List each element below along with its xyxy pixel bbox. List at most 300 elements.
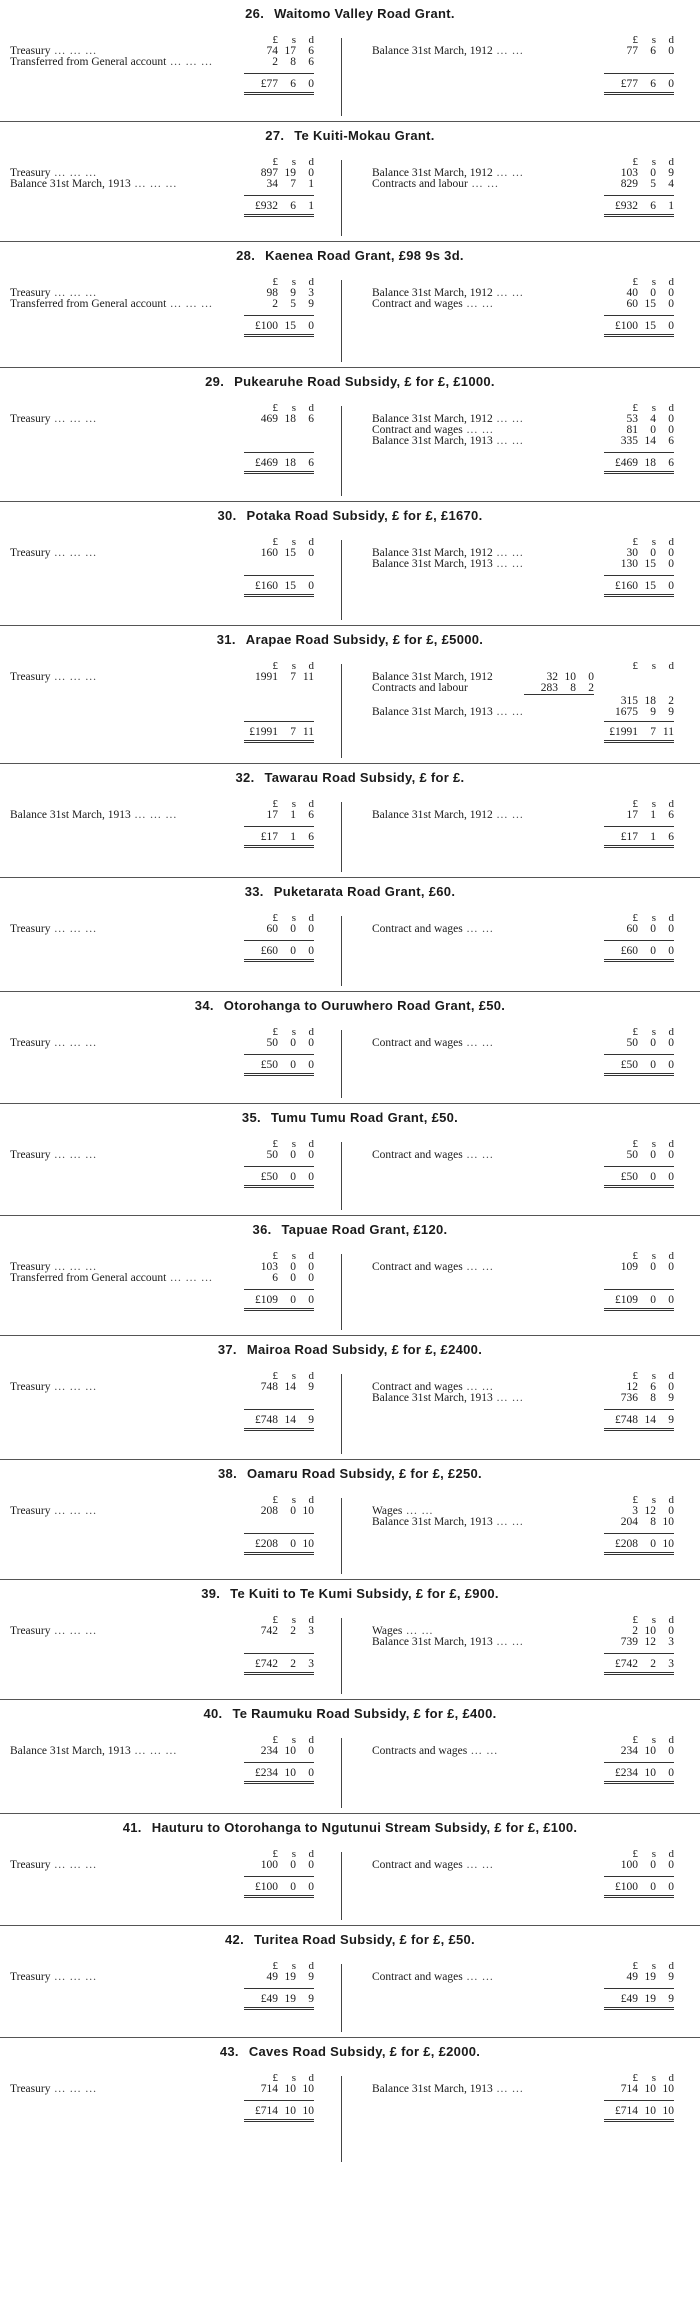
- currency-header-p: £: [272, 1138, 278, 1150]
- debit-entry: [10, 178, 177, 191]
- pounds: £50: [620, 1059, 638, 1071]
- shillings: 14: [644, 435, 656, 447]
- leader-dots: ... ...: [462, 1037, 494, 1049]
- amount: [244, 1381, 314, 1394]
- debit-entry: [10, 809, 177, 822]
- pence: 0: [308, 1171, 314, 1183]
- entry-label: Treasury: [10, 1381, 51, 1393]
- pence: 0: [668, 298, 674, 310]
- pence: 11: [302, 671, 314, 683]
- pence: 0: [668, 1294, 674, 1306]
- pounds: 50: [626, 1149, 638, 1161]
- amount: [604, 1516, 674, 1529]
- entry-label: Contract and wages: [372, 1149, 463, 1161]
- pounds: £932: [255, 200, 278, 212]
- total-rule: [604, 826, 674, 827]
- grant-section: [0, 1926, 700, 2038]
- pence: 0: [668, 78, 674, 90]
- grant-number: 39.: [201, 1586, 221, 1601]
- entry-label: Treasury: [10, 1505, 51, 1517]
- entry-label: Treasury: [10, 413, 51, 425]
- pence: 11: [662, 726, 674, 738]
- pounds: £100: [615, 1881, 638, 1893]
- shillings: 19: [284, 1993, 296, 2005]
- pence: 0: [668, 1767, 674, 1779]
- amount: [244, 178, 314, 191]
- column-divider: [341, 280, 342, 362]
- amount: [604, 1881, 674, 1894]
- pence: 2: [588, 682, 594, 694]
- shillings: 0: [290, 1881, 296, 1893]
- pounds: 204: [620, 1516, 638, 1528]
- total-double-rule: [604, 2007, 674, 2010]
- pounds: £50: [260, 1059, 278, 1071]
- leader-dots: ... ... ...: [50, 1149, 97, 1161]
- currency-header-s: s: [291, 1494, 296, 1506]
- leader-dots: ... ...: [462, 923, 494, 935]
- grant-title: [0, 998, 700, 1013]
- entry-label: Balance 31st March, 1913: [372, 558, 493, 570]
- credit-entry: [372, 1971, 494, 1984]
- currency-header-d: d: [308, 402, 314, 414]
- debit-entry: [10, 671, 97, 684]
- currency-header-p: £: [632, 1848, 638, 1860]
- leader-dots: ... ... ...: [130, 1745, 178, 1757]
- pence: 0: [308, 923, 314, 935]
- subtotal-rule: [524, 694, 594, 695]
- grant-title-text: Pukearuhe Road Subsidy, £ for £, £1000.: [234, 374, 495, 389]
- grant-number: 32.: [235, 770, 255, 785]
- entry-label: Contracts and wages: [372, 1745, 468, 1757]
- pounds: 50: [266, 1037, 278, 1049]
- currency-header-s: s: [291, 1734, 296, 1746]
- shillings: 10: [284, 1745, 296, 1757]
- total-double-rule: [244, 1552, 314, 1555]
- currency-header-s: s: [291, 2072, 296, 2084]
- shillings: 8: [290, 56, 296, 68]
- currency-header-d: d: [308, 34, 314, 46]
- grant-title-text: Tapuae Road Grant, £120.: [281, 1222, 448, 1237]
- pence: 0: [668, 547, 674, 559]
- shillings: 8: [650, 1392, 656, 1404]
- amount: [604, 1171, 674, 1184]
- shillings: 0: [290, 1171, 296, 1183]
- pence: 0: [308, 167, 314, 179]
- currency-header-s: s: [291, 402, 296, 414]
- amount: [244, 200, 314, 213]
- amount: [244, 298, 314, 311]
- entry-label: Transferred from General account: [10, 1272, 167, 1284]
- pence: 0: [668, 1059, 674, 1071]
- entry-label: Treasury: [10, 1037, 51, 1049]
- currency-header-p: £: [632, 2072, 638, 2084]
- amount: [244, 1059, 314, 1072]
- grant-title: [0, 128, 700, 143]
- pounds: £469: [255, 457, 278, 469]
- leader-dots: ... ...: [462, 1149, 494, 1161]
- pounds: 2: [632, 1625, 638, 1637]
- pence: 9: [668, 1993, 674, 2005]
- pence: 0: [308, 1767, 314, 1779]
- currency-header-p: £: [632, 798, 638, 810]
- pounds: £49: [260, 1993, 278, 2005]
- entry-label: Contract and wages: [372, 1037, 463, 1049]
- pence: 9: [308, 1381, 314, 1393]
- pence: 2: [668, 695, 674, 707]
- leader-dots: ... ... ...: [130, 809, 178, 821]
- currency-header-p: £: [272, 276, 278, 288]
- shillings: 1: [290, 831, 296, 843]
- pounds: £748: [255, 1414, 278, 1426]
- grant-title: [0, 508, 700, 523]
- total-rule: [244, 1166, 314, 1167]
- amount: [244, 726, 314, 739]
- pounds: 100: [620, 1859, 638, 1871]
- pounds: £60: [620, 945, 638, 957]
- pence: 0: [668, 1171, 674, 1183]
- currency-header-p: £: [632, 536, 638, 548]
- entry-label: Balance 31st March, 1913: [372, 435, 493, 447]
- pounds: 50: [626, 1037, 638, 1049]
- pounds: £60: [260, 945, 278, 957]
- total-rule: [604, 1988, 674, 1989]
- currency-header-p: £: [632, 276, 638, 288]
- amount: [244, 923, 314, 936]
- entry-label: Contract and wages: [372, 1859, 463, 1871]
- shillings: 2: [650, 1658, 656, 1670]
- shillings: 0: [290, 1538, 296, 1550]
- currency-header-d: d: [668, 402, 674, 414]
- entry-label: Treasury: [10, 1971, 51, 1983]
- debit-entry: [10, 1505, 97, 1518]
- shillings: 0: [290, 1149, 296, 1161]
- total-double-rule: [244, 1073, 314, 1076]
- amount: [244, 1171, 314, 1184]
- pence: 6: [668, 435, 674, 447]
- shillings: 10: [644, 1625, 656, 1637]
- currency-header-p: £: [632, 1250, 638, 1262]
- entry-label: Balance 31st March, 1913: [372, 1636, 493, 1648]
- shillings: 15: [284, 320, 296, 332]
- debit-entry: [10, 923, 97, 936]
- entry-label: Balance 31st March, 1913: [10, 178, 131, 190]
- shillings: 1: [290, 809, 296, 821]
- shillings: 12: [644, 1636, 656, 1648]
- entry-label: Treasury: [10, 1149, 51, 1161]
- entry-label: Treasury: [10, 1625, 51, 1637]
- pence: 10: [302, 1538, 314, 1550]
- entry-label: Wages: [372, 1625, 403, 1637]
- entry-label: Treasury: [10, 1859, 51, 1871]
- shillings: 0: [290, 1037, 296, 1049]
- amount: [604, 945, 674, 958]
- currency-header-p: £: [272, 2072, 278, 2084]
- leader-dots: ... ...: [462, 1971, 494, 1983]
- entry-label: Treasury: [10, 1261, 51, 1273]
- pounds: £1991: [249, 726, 278, 738]
- leader-dots: ... ... ...: [166, 1272, 213, 1284]
- shillings: 6: [650, 78, 656, 90]
- pence: 0: [668, 945, 674, 957]
- pence: 0: [668, 424, 674, 436]
- pence: 9: [668, 1392, 674, 1404]
- grant-title: [0, 884, 700, 899]
- total-rule: [604, 195, 674, 196]
- leader-dots: ... ...: [492, 558, 524, 570]
- pence: 10: [302, 2083, 314, 2095]
- shillings: 9: [650, 706, 656, 718]
- pounds: £932: [615, 200, 638, 212]
- shillings: 10: [284, 2083, 296, 2095]
- total-rule: [244, 1054, 314, 1055]
- shillings: 0: [650, 1037, 656, 1049]
- pounds: £748: [615, 1414, 638, 1426]
- shillings: 0: [290, 1261, 296, 1273]
- pounds: 714: [620, 2083, 638, 2095]
- entry-label: Treasury: [10, 923, 51, 935]
- pounds: £742: [615, 1658, 638, 1670]
- shillings: 0: [650, 945, 656, 957]
- total-double-rule: [244, 1308, 314, 1311]
- amount: [604, 1636, 674, 1649]
- currency-header-d: d: [668, 912, 674, 924]
- shillings: 9: [290, 287, 296, 299]
- pence: 0: [668, 1149, 674, 1161]
- grant-title: [0, 6, 700, 21]
- leader-dots: ... ... ...: [50, 1261, 97, 1273]
- pence: 0: [668, 45, 674, 57]
- pence: 0: [308, 78, 314, 90]
- currency-header-d: d: [668, 1370, 674, 1382]
- total-double-rule: [604, 92, 674, 95]
- total-double-rule: [244, 594, 314, 597]
- amount: [244, 547, 314, 560]
- pounds: 130: [620, 558, 638, 570]
- grant-section: [0, 122, 700, 242]
- total-rule: [604, 1289, 674, 1290]
- amount: [604, 706, 674, 719]
- total-rule: [244, 575, 314, 576]
- pounds: £160: [255, 580, 278, 592]
- pounds: £714: [255, 2105, 278, 2117]
- shillings: 0: [650, 1538, 656, 1550]
- column-divider: [341, 1254, 342, 1330]
- amount: [244, 671, 314, 684]
- debit-entry: [10, 1381, 97, 1394]
- entry-label: Balance 31st March, 1912: [372, 45, 493, 57]
- shillings: 15: [644, 298, 656, 310]
- leader-dots: ... ... ...: [50, 45, 97, 57]
- pounds: 739: [620, 1636, 638, 1648]
- grant-section: [0, 1580, 700, 1700]
- grant-title-text: Arapae Road Subsidy, £ for £, £5000.: [245, 632, 484, 647]
- total-rule: [604, 721, 674, 722]
- credit-entry: [372, 1745, 498, 1758]
- shillings: 18: [644, 457, 656, 469]
- total-rule: [604, 73, 674, 74]
- shillings: 18: [284, 413, 296, 425]
- grant-number: 37.: [217, 1342, 237, 1357]
- pence: 10: [302, 1505, 314, 1517]
- total-double-rule: [604, 594, 674, 597]
- total-rule: [244, 1533, 314, 1534]
- pounds: £234: [255, 1767, 278, 1779]
- currency-header-p: £: [272, 1614, 278, 1626]
- currency-header-p: £: [272, 1734, 278, 1746]
- shillings: 15: [644, 580, 656, 592]
- amount: [604, 1658, 674, 1671]
- grant-title-text: Otorohanga to Ouruwhero Road Grant, £50.: [223, 998, 506, 1013]
- currency-header-s: s: [291, 536, 296, 548]
- amount: [244, 1272, 314, 1285]
- amount: [244, 1625, 314, 1638]
- grant-title: [0, 632, 700, 647]
- leader-dots: ... ...: [492, 2083, 524, 2095]
- grant-section: [0, 1216, 700, 1336]
- pence: 0: [668, 923, 674, 935]
- amount: [244, 1294, 314, 1307]
- entry-label: Contract and wages: [372, 1971, 463, 1983]
- currency-header-d: d: [308, 798, 314, 810]
- entry-label: Balance 31st March, 1912: [372, 671, 493, 683]
- grant-title-text: Turitea Road Subsidy, £ for £, £50.: [254, 1932, 475, 1947]
- pounds: £17: [620, 831, 638, 843]
- grant-number: 35.: [241, 1110, 261, 1125]
- currency-header-d: d: [308, 536, 314, 548]
- pence: 0: [308, 580, 314, 592]
- currency-header-s: s: [291, 660, 296, 672]
- debit-entry: [10, 1625, 97, 1638]
- amount: [604, 2105, 674, 2118]
- shillings: 1: [650, 809, 656, 821]
- leader-dots: ... ... ...: [130, 178, 178, 190]
- pounds: £109: [615, 1294, 638, 1306]
- amount: [604, 558, 674, 571]
- credit-entry: [372, 45, 524, 58]
- currency-header-p: £: [632, 402, 638, 414]
- amount: [244, 1859, 314, 1872]
- shillings: 10: [644, 1745, 656, 1757]
- total-rule: [244, 1762, 314, 1763]
- amount: [604, 923, 674, 936]
- credit-entry: [372, 923, 494, 936]
- amount: [244, 2105, 314, 2118]
- shillings: 10: [644, 1767, 656, 1779]
- leader-dots: ... ... ...: [166, 56, 213, 68]
- pence: 6: [668, 457, 674, 469]
- currency-header-s: s: [651, 536, 656, 548]
- pence: 10: [662, 1538, 674, 1550]
- leader-dots: ... ... ...: [50, 1625, 97, 1637]
- currency-header-p: £: [272, 798, 278, 810]
- pence: 0: [308, 1294, 314, 1306]
- pounds: 6: [272, 1272, 278, 1284]
- amount: [604, 45, 674, 58]
- amount: [604, 200, 674, 213]
- currency-header-d: d: [308, 1734, 314, 1746]
- column-divider: [341, 2076, 342, 2162]
- debit-entry: [10, 547, 97, 560]
- shillings: 5: [290, 298, 296, 310]
- total-rule: [604, 1166, 674, 1167]
- pence: 0: [668, 1381, 674, 1393]
- currency-header-d: d: [668, 536, 674, 548]
- pence: 9: [668, 706, 674, 718]
- pence: 6: [308, 45, 314, 57]
- leader-dots: ... ...: [492, 1516, 524, 1528]
- shillings: 7: [290, 178, 296, 190]
- currency-header-p: £: [272, 1848, 278, 1860]
- pounds: 234: [620, 1745, 638, 1757]
- grant-number: 26.: [245, 6, 265, 21]
- pence: 6: [308, 831, 314, 843]
- shillings: 6: [650, 1381, 656, 1393]
- total-double-rule: [604, 1672, 674, 1675]
- currency-header-s: s: [651, 1734, 656, 1746]
- credit-entry: [372, 1149, 494, 1162]
- total-double-rule: [604, 1428, 674, 1431]
- amount: [604, 298, 674, 311]
- debit-entry: [10, 56, 213, 69]
- pence: 1: [308, 200, 314, 212]
- leader-dots: ... ... ...: [50, 1859, 97, 1871]
- shillings: 10: [644, 2083, 656, 2095]
- pence: 0: [308, 1272, 314, 1284]
- pounds: 49: [266, 1971, 278, 1983]
- debit-entry: [10, 1037, 97, 1050]
- grant-section: [0, 878, 700, 992]
- total-rule: [244, 1409, 314, 1410]
- currency-header-d: d: [668, 1960, 674, 1972]
- pence: 0: [308, 1881, 314, 1893]
- currency-header-p: £: [632, 1494, 638, 1506]
- pence: 0: [668, 320, 674, 332]
- total-double-rule: [244, 334, 314, 337]
- total-rule: [604, 315, 674, 316]
- total-double-rule: [604, 1895, 674, 1898]
- grant-title-text: Te Kuiti-Mokau Grant.: [294, 128, 435, 143]
- currency-header-s: s: [651, 1960, 656, 1972]
- currency-header-d: d: [308, 2072, 314, 2084]
- grant-number: 43.: [219, 2044, 239, 2059]
- currency-header-s: s: [291, 1370, 296, 1382]
- total-rule: [244, 195, 314, 196]
- currency-header-d: d: [668, 798, 674, 810]
- grant-title-text: Waitomo Valley Road Grant.: [274, 6, 455, 21]
- amount: [604, 1149, 674, 1162]
- currency-header-d: d: [308, 1026, 314, 1038]
- shillings: 0: [650, 923, 656, 935]
- credit-entry: [372, 435, 524, 448]
- grant-number: 34.: [194, 998, 214, 1013]
- shillings: 0: [650, 167, 656, 179]
- pounds: 34: [266, 178, 278, 190]
- leader-dots: ... ...: [492, 547, 524, 559]
- grant-section: [0, 1104, 700, 1216]
- column-divider: [341, 1618, 342, 1694]
- total-double-rule: [244, 1781, 314, 1784]
- currency-header-d: d: [308, 276, 314, 288]
- amount: [244, 56, 314, 69]
- currency-header-p: £: [272, 1026, 278, 1038]
- leader-dots: ... ...: [402, 1625, 434, 1637]
- credit-entry: [372, 1392, 524, 1405]
- total-double-rule: [244, 740, 314, 743]
- total-double-rule: [604, 1073, 674, 1076]
- pence: 3: [308, 1625, 314, 1637]
- amount: [604, 1059, 674, 1072]
- shillings: 4: [650, 413, 656, 425]
